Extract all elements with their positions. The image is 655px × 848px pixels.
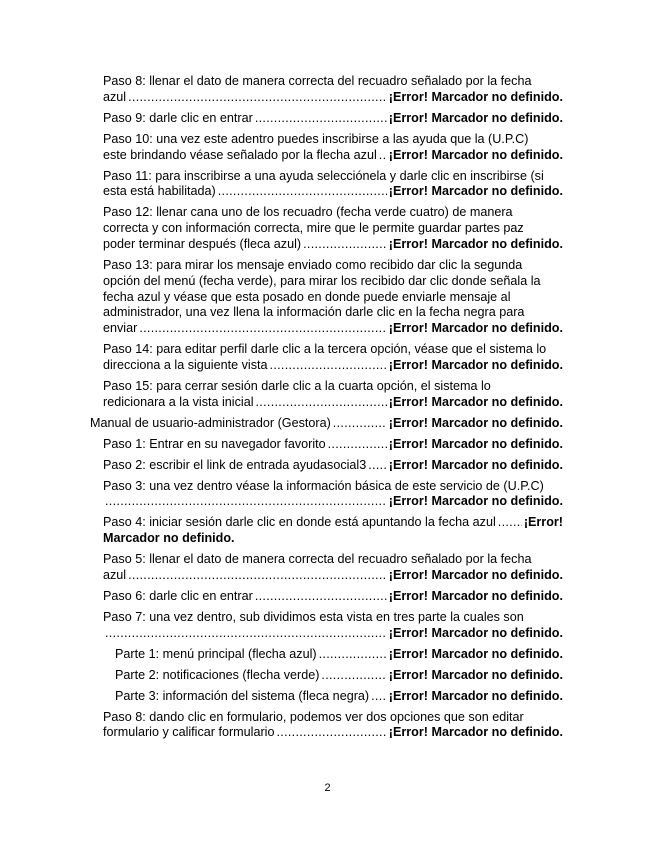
dot-leader	[128, 90, 387, 106]
toc-entry-text: este brindando véase señalado por la flecha azul	[103, 147, 377, 162]
toc-entry-text: formulario y calificar formulario	[103, 725, 275, 740]
toc-entry-last-line	[103, 358, 563, 374]
toc-entry-last-line	[103, 237, 563, 253]
error-bookmark-text: ¡Error! Marcador no definido.	[388, 147, 563, 162]
toc-entry[interactable]	[103, 610, 563, 642]
dot-leader	[333, 416, 387, 432]
toc-entry-last-line	[103, 515, 563, 531]
toc-entry-text: Paso 1: Entrar en su navegador favorito	[103, 436, 326, 451]
toc-entry[interactable]	[103, 458, 563, 474]
toc-entry-text: poder terminar después (fleca azul)	[103, 236, 302, 251]
error-bookmark-text: ¡Error! Marcador no definido.	[388, 110, 563, 125]
toc-entry-last-line	[103, 725, 563, 741]
toc-entry-last-line	[103, 395, 563, 411]
dot-leader	[319, 647, 387, 663]
toc-entry-last-line	[103, 148, 563, 164]
toc-entry-text-line: fecha azul y véase que esta posado en donde puede enviarle mensaje al	[103, 289, 511, 304]
toc-entry-text: Parte 3: información del sistema (fleca negra)	[115, 688, 370, 703]
toc-entry[interactable]	[115, 689, 563, 705]
dot-leader	[105, 494, 387, 510]
error-bookmark-text: ¡Error! Marcador no definido.	[388, 89, 563, 104]
toc-entry-last-line	[115, 668, 563, 684]
toc-entry-last-line	[103, 589, 563, 605]
error-bookmark-text: ¡Error! Marcador no definido.	[388, 567, 563, 582]
toc-entry[interactable]	[103, 710, 563, 742]
error-bookmark-text: ¡Error! Marcador no definido.	[388, 394, 563, 409]
toc-entry-last-line	[103, 494, 563, 510]
toc-entry-text: azul	[103, 567, 127, 582]
toc-entry-text: Manual de usuario-administrador (Gestora)	[90, 415, 331, 430]
toc-entry-text: azul	[103, 89, 127, 104]
toc-entry[interactable]	[103, 258, 563, 337]
error-bookmark-text: ¡Error!	[523, 515, 563, 530]
toc-entry-text-line: Paso 5: llenar el dato de manera correcta del recuadro señalado por la fecha	[103, 552, 532, 567]
error-bookmark-text: ¡Error! Marcador no definido.	[388, 184, 563, 199]
toc-entry-text-line: Paso 12: llenar cana uno de los recuadro (fecha verde cuatro) de manera	[103, 205, 513, 220]
toc-entry-last-line	[103, 184, 563, 200]
toc-entry-last-line	[103, 458, 563, 474]
toc-entry-last-line	[103, 626, 563, 642]
dot-leader	[379, 148, 387, 164]
dot-leader	[128, 568, 387, 584]
dot-leader	[276, 725, 386, 741]
toc-entry-text: Parte 1: menú principal (flecha azul)	[115, 646, 317, 661]
toc-entry[interactable]	[115, 647, 563, 663]
dot-leader	[255, 589, 387, 605]
error-bookmark-text: ¡Error! Marcador no definido.	[388, 321, 563, 336]
dot-leader	[256, 395, 387, 411]
toc-entry-last-line	[103, 111, 563, 127]
error-bookmark-text: ¡Error! Marcador no definido.	[388, 688, 563, 703]
toc-entry[interactable]	[103, 552, 563, 584]
toc-entry[interactable]	[103, 205, 563, 252]
dot-leader	[270, 358, 387, 374]
toc-entry-last-line	[103, 321, 563, 337]
toc-entry[interactable]	[103, 479, 563, 511]
toc-entry-last-line	[103, 90, 563, 106]
dot-leader	[371, 689, 387, 705]
dot-leader	[498, 515, 522, 531]
dot-leader	[218, 184, 387, 200]
toc-entry-text-line: Paso 11: para inscribirse a una ayuda selecciónela y darle clic en inscribirse (si	[103, 168, 544, 183]
toc-entry-text-line: Paso 14: para editar perfil darle clic a la tercera opción, véase que el sistema lo	[103, 342, 547, 357]
toc-entry-last-line	[115, 647, 563, 663]
toc-entry[interactable]	[103, 74, 563, 106]
error-bookmark-text: ¡Error! Marcador no definido.	[388, 625, 563, 640]
toc-entry-last-line	[115, 689, 563, 705]
toc-entry-text: Paso 2: escribir el link de entrada ayudasocial3	[103, 457, 367, 472]
toc-entry-text-line: Paso 15: para cerrar sesión darle clic a la cuarta opción, el sistema lo	[103, 378, 491, 393]
error-bookmark-text: ¡Error! Marcador no definido.	[388, 457, 563, 472]
page-number: 2	[324, 782, 331, 794]
toc-entry-last-line	[103, 437, 563, 453]
toc-entry-text: redicionara a la vista inicial	[103, 394, 254, 409]
toc-entry-last-line	[90, 416, 563, 432]
toc-entry-text: direcciona a la siguiente vista	[103, 357, 268, 372]
error-bookmark-text: ¡Error! Marcador no definido.	[388, 667, 563, 682]
dot-leader	[139, 321, 386, 337]
toc-entry[interactable]	[103, 437, 563, 453]
toc-entry-last-line	[103, 568, 563, 584]
toc-entry-text-line: Paso 7: una vez dentro, sub dividimos esta vista en tres parte la cuales son	[103, 609, 524, 624]
toc-entry[interactable]	[103, 379, 563, 411]
dot-leader	[105, 626, 387, 642]
toc-entry-text-line: Paso 8: dando clic en formulario, podemos ver dos opciones que son editar	[103, 709, 524, 724]
dot-leader	[321, 668, 386, 684]
toc-entry-text: esta está habilitada)	[103, 184, 216, 199]
toc-entry-text: Parte 2: notificaciones (flecha verde)	[115, 667, 320, 682]
toc-entry[interactable]	[103, 111, 563, 127]
toc-entry-text-line: Paso 3: una vez dentro véase la información básica de este servicio de (U.P.C)	[103, 478, 544, 493]
dot-leader	[368, 458, 387, 474]
toc-entry-text-line: administrador, una vez llena la información darle clic en la fecha negra para	[103, 305, 525, 320]
toc-entry[interactable]	[90, 416, 563, 432]
toc-entry[interactable]	[103, 589, 563, 605]
toc-entry[interactable]	[103, 342, 563, 374]
error-bookmark-text: ¡Error! Marcador no definido.	[388, 436, 563, 451]
error-bookmark-text: ¡Error! Marcador no definido.	[388, 494, 563, 509]
error-bookmark-text: ¡Error! Marcador no definido.	[388, 646, 563, 661]
toc-entry-text: Paso 6: darle clic en entrar	[103, 588, 253, 603]
toc-entry-text-line: correcta y con información correcta, mire que le permite guardar partes paz	[103, 221, 524, 236]
error-bookmark-text: ¡Error! Marcador no definido.	[388, 415, 563, 430]
error-bookmark-text: ¡Error! Marcador no definido.	[388, 236, 563, 251]
toc-entry[interactable]	[103, 169, 563, 201]
dot-leader	[303, 237, 387, 253]
error-bookmark-text-continued: Marcador no definido.	[103, 531, 235, 546]
toc-entry-text-line: Paso 13: para mirar los mensaje enviado como recibido dar clic la segunda	[103, 257, 523, 272]
toc-entry-text: Paso 4: iniciar sesión darle clic en donde está apuntando la fecha azul	[103, 515, 496, 530]
toc-entry-text-line: Paso 10: una vez este adentro puedes inscribirse a las ayuda que la (U.P.C)	[103, 131, 529, 146]
toc-entry[interactable]	[103, 515, 563, 547]
table-of-contents	[0, 74, 655, 746]
toc-entry[interactable]	[103, 132, 563, 164]
dot-leader	[255, 111, 387, 127]
toc-entry[interactable]	[115, 668, 563, 684]
error-bookmark-text: ¡Error! Marcador no definido.	[388, 725, 563, 740]
toc-entry-text-line: opción del menú (fecha verde), para mirar los recibido dar clic donde señala la	[103, 273, 541, 288]
toc-entry-text: enviar	[103, 321, 138, 336]
toc-entry-text: Paso 9: darle clic en entrar	[103, 110, 253, 125]
dot-leader	[328, 437, 387, 453]
toc-entry-text-line: Paso 8: llenar el dato de manera correcta del recuadro señalado por la fecha	[103, 74, 532, 88]
error-bookmark-text: ¡Error! Marcador no definido.	[388, 357, 563, 372]
error-bookmark-text: ¡Error! Marcador no definido.	[388, 588, 563, 603]
